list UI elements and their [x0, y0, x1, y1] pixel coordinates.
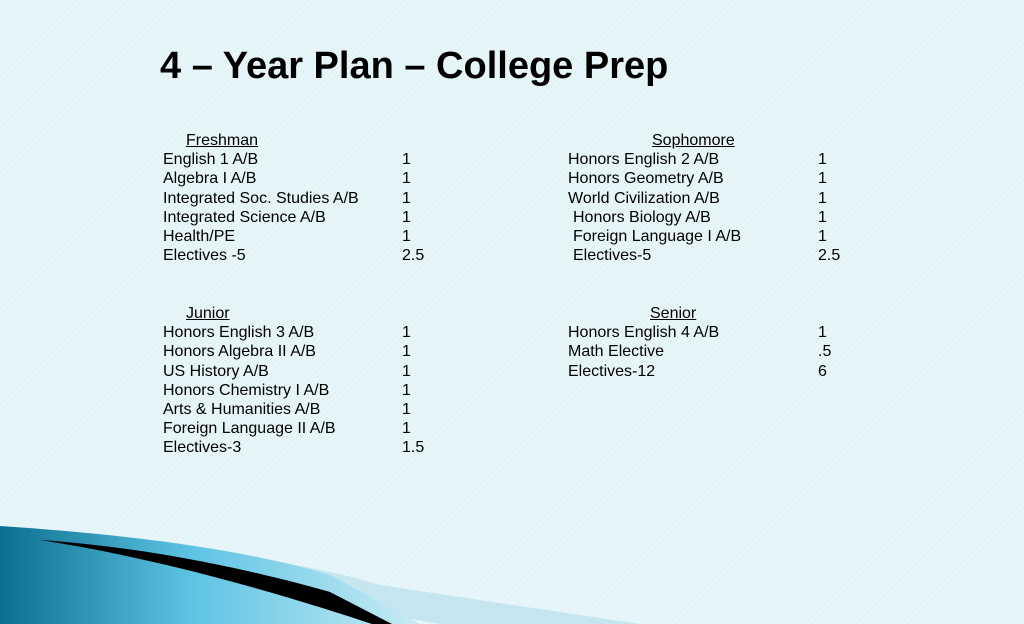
course-row — [568, 189, 868, 208]
course-credit: 1 — [818, 151, 827, 169]
course-credit: 2.5 — [818, 247, 841, 265]
course-name: Integrated Soc. Studies A/B — [163, 189, 359, 207]
course-credit: 1 — [402, 227, 411, 245]
course-row — [163, 169, 463, 188]
course-name: English 1 A/B — [163, 151, 259, 169]
course-name: Honors Geometry A/B — [568, 170, 724, 188]
course-credit: 1.5 — [402, 439, 425, 457]
course-name: Arts & Humanities A/B — [163, 400, 321, 418]
course-credit: 1 — [402, 208, 411, 226]
course-row — [163, 342, 463, 361]
course-row — [163, 246, 463, 265]
course-credit: 1 — [818, 170, 827, 188]
course-credit: 1 — [402, 420, 411, 438]
course-name: Honors English 2 A/B — [568, 151, 720, 169]
course-row — [163, 419, 463, 438]
sophomore-heading: Sophomore — [652, 132, 735, 149]
course-row — [568, 169, 868, 188]
course-credit: 1 — [402, 170, 411, 188]
sophomore-section — [568, 131, 868, 265]
course-credit: 1 — [402, 381, 411, 399]
course-row — [163, 362, 463, 381]
junior-section — [163, 304, 463, 458]
course-name: Foreign Language II A/B — [163, 420, 336, 438]
course-name: Integrated Science A/B — [163, 208, 326, 226]
course-credit: 1 — [818, 324, 827, 342]
course-row — [568, 227, 868, 246]
course-credit: 1 — [402, 324, 411, 342]
course-credit: 1 — [818, 208, 827, 226]
course-name: Algebra I A/B — [163, 170, 257, 188]
senior-heading: Senior — [650, 305, 697, 322]
course-credit: 1 — [402, 189, 411, 207]
course-credit: 6 — [818, 362, 827, 380]
course-row — [568, 246, 868, 265]
course-row — [163, 150, 463, 169]
course-name: Honors Biology A/B — [573, 208, 711, 226]
course-name: Foreign Language I A/B — [573, 227, 742, 245]
course-row — [163, 227, 463, 246]
course-row — [568, 342, 868, 361]
course-row — [163, 323, 463, 342]
course-credit: 1 — [818, 189, 827, 207]
course-row — [163, 208, 463, 227]
course-credit: 1 — [402, 400, 411, 418]
course-row — [568, 362, 868, 381]
course-name: Electives-5 — [573, 247, 652, 265]
senior-section — [568, 304, 868, 381]
course-row — [568, 150, 868, 169]
course-name: Honors Algebra II A/B — [163, 343, 316, 361]
course-row — [163, 438, 463, 457]
course-name: Health/PE — [163, 227, 236, 245]
course-name: Math Elective — [568, 343, 665, 361]
course-name: Electives-12 — [568, 362, 656, 380]
course-credit: 1 — [818, 227, 827, 245]
freshman-section — [163, 131, 463, 265]
course-name: Honors Chemistry I A/B — [163, 381, 330, 399]
freshman-heading: Freshman — [186, 132, 259, 149]
course-credit: 1 — [402, 362, 411, 380]
course-row — [163, 381, 463, 400]
course-credit: 1 — [402, 343, 411, 361]
course-row — [163, 189, 463, 208]
course-name: US History A/B — [163, 362, 269, 380]
course-name: Honors English 3 A/B — [163, 324, 315, 342]
course-name: Electives-3 — [163, 439, 242, 457]
course-name: Electives -5 — [163, 247, 246, 265]
course-name: Honors English 4 A/B — [568, 324, 720, 342]
course-row — [568, 208, 868, 227]
course-credit: 1 — [402, 151, 411, 169]
course-credit: 2.5 — [402, 247, 425, 265]
slide-title: 4 – Year Plan – College Prep — [160, 45, 669, 87]
course-name: World Civilization A/B — [568, 189, 720, 207]
junior-heading: Junior — [186, 305, 230, 322]
course-row — [568, 323, 868, 342]
course-row — [163, 400, 463, 419]
course-credit: .5 — [818, 343, 832, 361]
